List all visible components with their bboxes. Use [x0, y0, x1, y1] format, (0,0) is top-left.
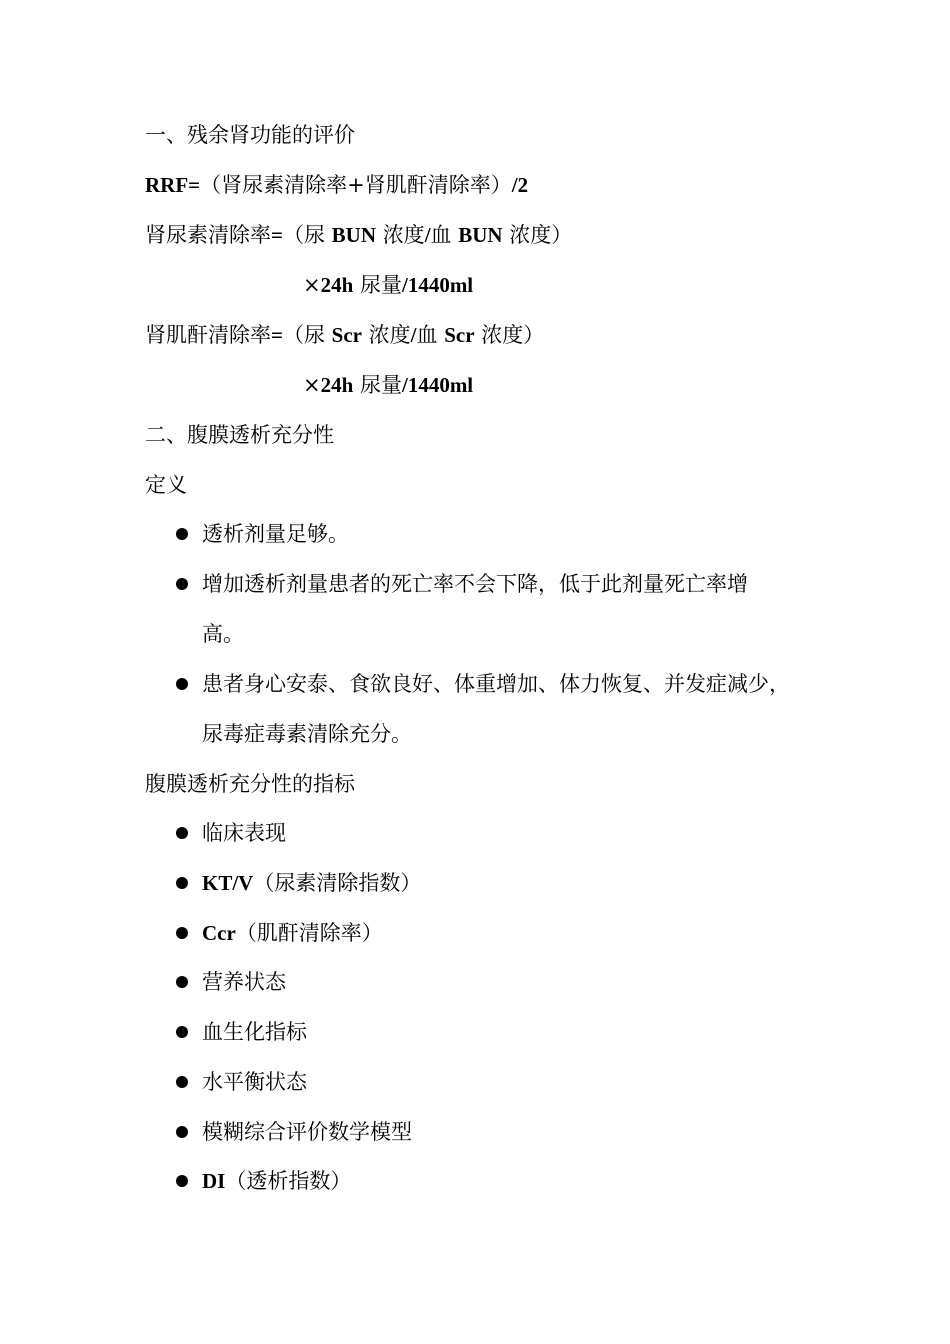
list-item-text: 患者身心安泰、食欲良好、体重增加、体力恢复、并发症减少， [202, 672, 790, 696]
list-item-text: 模糊综合评价数学模型 [202, 1120, 412, 1144]
rrf-body: （肾尿素清除率+肾肌酐清除率） [200, 173, 512, 197]
bullet-icon [176, 927, 188, 939]
list-item-text: 透析剂量足够。 [202, 522, 349, 546]
creat-p1: （尿 [282, 323, 325, 347]
creat-divisor: /1440ml [401, 373, 474, 397]
indicators-label: 腹膜透析充分性的指标 [145, 772, 355, 796]
bullet-icon [176, 1126, 188, 1138]
creat-24h: 24h [320, 373, 354, 397]
urea-eq: = [271, 223, 283, 247]
creat-p2: 浓度 [368, 323, 411, 347]
bullet-icon [176, 578, 188, 590]
urea-slash: / [424, 223, 431, 247]
creat-term2: Scr [444, 323, 475, 347]
bullet-icon [176, 877, 188, 889]
creat-eq: = [271, 323, 283, 347]
list-item-text [202, 918, 383, 948]
indicator-desc: （透析指数） [225, 1169, 352, 1193]
section-heading-pd-adequacy: 二、腹膜透析充分性 [145, 423, 334, 447]
urea-formula-continuation [303, 270, 473, 300]
creat-p4: 浓度） [481, 323, 545, 347]
urea-p3: 血 [430, 223, 452, 247]
urea-divisor: /1440ml [401, 273, 474, 297]
urea-p2: 浓度 [382, 223, 425, 247]
list-item-text [202, 868, 421, 898]
list-item-text: 营养状态 [202, 970, 286, 994]
indicator-abbrev: Ccr [202, 921, 236, 945]
creat-volume: 尿量 [359, 373, 402, 397]
definition-label: 定义 [145, 473, 187, 497]
list-item-continuation: 高。 [202, 622, 244, 646]
rrf-tail: /2 [511, 173, 529, 197]
urea-term2: BUN [458, 223, 503, 247]
list-item-text: 血生化指标 [202, 1020, 307, 1044]
list-item-text [202, 1166, 351, 1196]
creat-slash: / [410, 323, 417, 347]
bullet-icon [176, 976, 188, 988]
bullet-icon [176, 1026, 188, 1038]
indicator-abbrev: KT/V [202, 871, 254, 895]
urea-24h: 24h [320, 273, 354, 297]
bullet-icon [176, 1175, 188, 1187]
urea-lead: 肾尿素清除率 [145, 223, 271, 247]
urea-clearance-formula [145, 220, 572, 250]
urea-times: × [303, 273, 321, 297]
urea-term1: BUN [331, 223, 376, 247]
indicator-abbrev: DI [202, 1169, 226, 1193]
creatinine-formula-continuation [303, 370, 473, 400]
urea-volume: 尿量 [359, 273, 402, 297]
list-item-text: 增加透析剂量患者的死亡率不会下降，低于此剂量死亡率增 [202, 572, 748, 596]
rrf-formula [145, 170, 528, 200]
list-item-text: 水平衡状态 [202, 1070, 307, 1094]
bullet-icon [176, 678, 188, 690]
indicator-desc: （肌酐清除率） [235, 921, 383, 945]
urea-p1: （尿 [282, 223, 325, 247]
urea-p4: 浓度） [509, 223, 573, 247]
indicator-desc: （尿素清除指数） [253, 871, 422, 895]
list-item-continuation: 尿毒症毒素清除充分。 [202, 722, 412, 746]
rrf-lead: RRF= [145, 173, 201, 197]
creat-p3: 血 [416, 323, 438, 347]
creatinine-clearance-formula [145, 320, 544, 350]
bullet-icon [176, 827, 188, 839]
creat-term1: Scr [331, 323, 362, 347]
list-item-text: 临床表现 [202, 821, 286, 845]
bullet-icon [176, 1076, 188, 1088]
section-heading-residual-renal-function: 一、残余肾功能的评价 [145, 123, 355, 147]
creat-lead: 肾肌酐清除率 [145, 323, 271, 347]
bullet-icon [176, 528, 188, 540]
creat-times: × [303, 373, 321, 397]
